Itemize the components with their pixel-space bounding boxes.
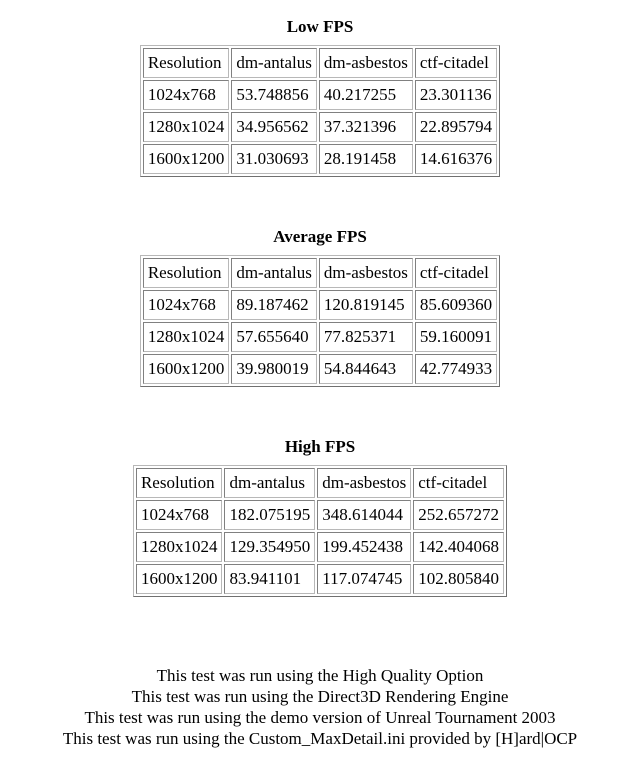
table-header-row [143,258,497,288]
table-cell: 1024x768 [143,290,230,320]
table-cell: 252.657272 [413,500,504,530]
header-cell: dm-asbestos [319,258,413,288]
header-cell: Resolution [136,468,223,498]
low-fps-table [140,45,500,177]
table-cell: 54.844643 [319,354,413,384]
header-cell: ctf-citadel [415,258,497,288]
table-cell: 85.609360 [415,290,497,320]
header-cell: Resolution [143,48,230,78]
average-fps-title: Average FPS [273,227,367,246]
header-cell: dm-antalus [224,468,315,498]
average-fps-section [0,227,640,387]
table-cell: 28.191458 [319,144,413,174]
low-fps-title: Low FPS [286,17,354,36]
table-row [143,80,497,110]
table-row [143,322,497,352]
table-cell: 77.825371 [319,322,413,352]
table-cell: 1024x768 [136,500,223,530]
table-cell: 129.354950 [224,532,315,562]
low-fps-section [0,17,640,177]
table-row [136,500,504,530]
table-header-row [143,48,497,78]
header-cell: dm-antalus [231,48,317,78]
table-row [136,564,504,594]
high-fps-section [0,437,640,597]
table-cell: 120.819145 [319,290,413,320]
table-row [143,112,497,142]
table-cell: 39.980019 [231,354,317,384]
table-cell: 182.075195 [224,500,315,530]
note-line: This test was run using the demo version of Unreal Tournament 2003 [84,708,556,727]
table-row [143,290,497,320]
table-row [143,144,497,174]
table-cell: 1280x1024 [143,112,230,142]
table-cell: 14.616376 [415,144,497,174]
note-line: This test was run using the Custom_MaxDetail.ini provided by [H]ard|OCP [62,729,578,748]
header-cell: ctf-citadel [415,48,497,78]
average-fps-table [140,255,500,387]
header-cell: dm-asbestos [317,468,411,498]
note-line: This test was run using the High Quality Option [156,666,484,685]
table-cell: 83.941101 [224,564,315,594]
header-cell: ctf-citadel [413,468,504,498]
table-cell: 1280x1024 [136,532,223,562]
table-cell: 1280x1024 [143,322,230,352]
table-cell: 59.160091 [415,322,497,352]
test-notes [0,665,640,749]
table-cell: 1024x768 [143,80,230,110]
table-row [136,532,504,562]
high-fps-title: High FPS [284,437,356,456]
high-fps-table [133,465,507,597]
table-cell: 37.321396 [319,112,413,142]
table-cell: 1600x1200 [143,354,230,384]
note-line: This test was run using the Direct3D Rendering Engine [131,687,509,706]
table-cell: 57.655640 [231,322,317,352]
table-cell: 23.301136 [415,80,497,110]
table-header-row [136,468,504,498]
table-cell: 22.895794 [415,112,497,142]
table-cell: 1600x1200 [136,564,223,594]
table-cell: 31.030693 [231,144,317,174]
header-cell: dm-antalus [231,258,317,288]
table-cell: 117.074745 [317,564,411,594]
table-cell: 1600x1200 [143,144,230,174]
header-cell: dm-asbestos [319,48,413,78]
table-cell: 42.774933 [415,354,497,384]
table-cell: 34.956562 [231,112,317,142]
table-cell: 142.404068 [413,532,504,562]
table-cell: 348.614044 [317,500,411,530]
table-cell: 102.805840 [413,564,504,594]
table-cell: 53.748856 [231,80,317,110]
header-cell: Resolution [143,258,230,288]
table-cell: 89.187462 [231,290,317,320]
table-cell: 40.217255 [319,80,413,110]
table-cell: 199.452438 [317,532,411,562]
table-row [143,354,497,384]
